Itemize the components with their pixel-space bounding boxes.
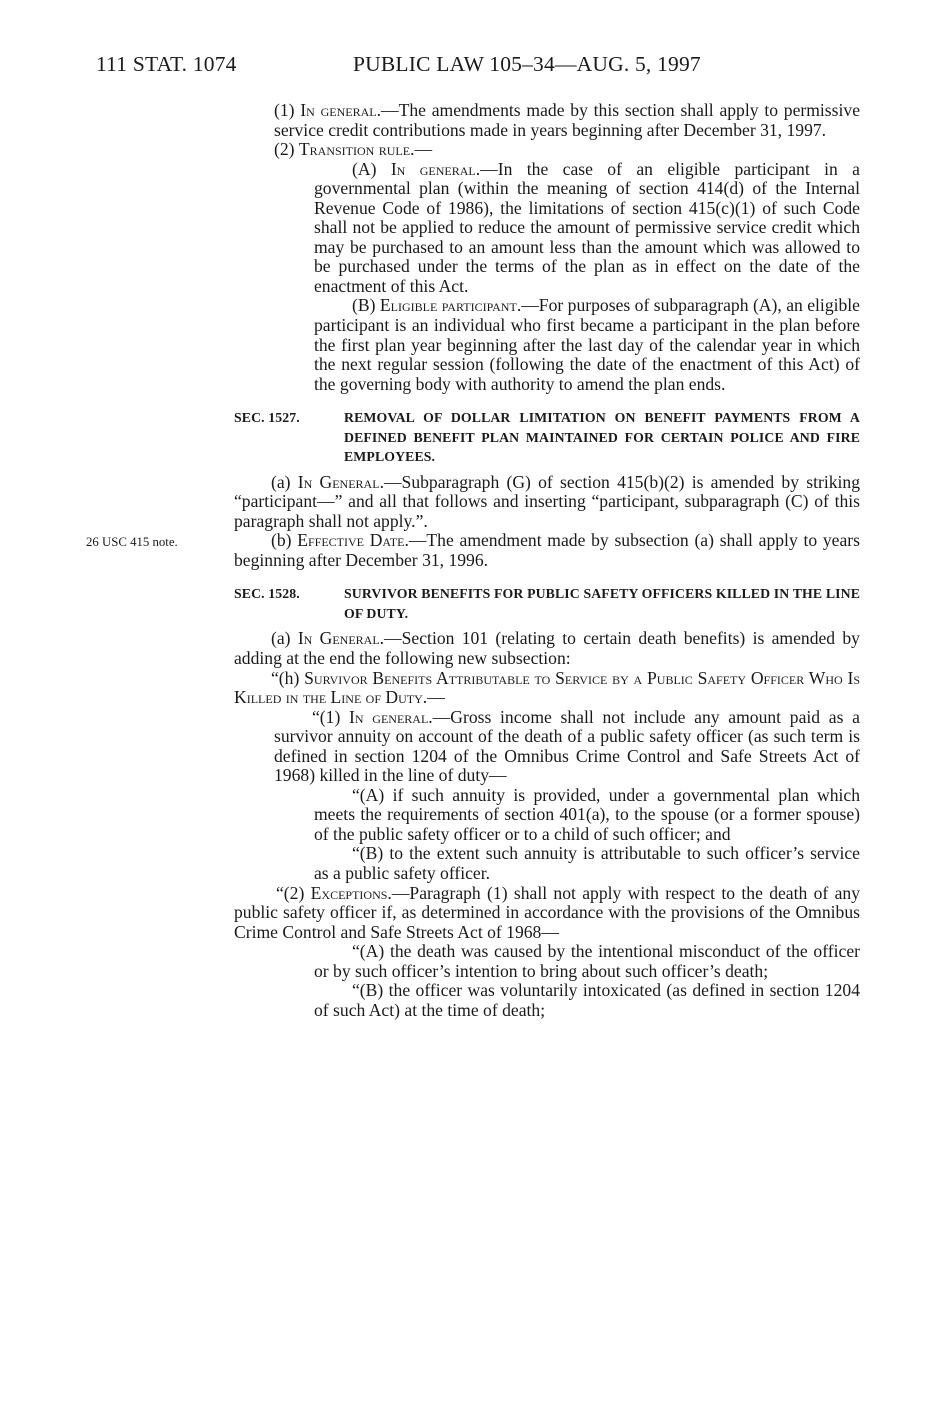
- subsection-h-2-b: “(B) the officer was voluntarily intoxicated (as defined in section 1204 of such Act) at the time of death;: [314, 980, 860, 1020]
- section-1528-subsection-a: (a) In General.—Section 101 (relating to certain death benefits) is amended by adding at the end the following new subsection:: [234, 628, 860, 668]
- subsection-h-paragraph-1: “(1) In general.—Gross income shall not include any amount paid as a survivor annuity on account of the death of a public safety officer (as such term is defined in section 1204 of the Omnibus Crime Control and Safe Streets Act of 1968) killed in the line of duty—: [274, 706, 860, 786]
- subsection-h-1-b: “(B) to the extent such annuity is attributable to such officer’s service as a public safety officer.: [314, 843, 860, 883]
- margin-note: 26 USC 415 note.: [86, 535, 178, 550]
- paragraph-2-transition-rule: (2) Transition rule.—: [274, 139, 433, 160]
- new-subsection-h: “(h) Survivor Benefits Attributable to Service by a Public Safety Officer Who Is Killed in the Line of Duty.—: [234, 667, 860, 708]
- subsection-h-2-a: “(A) the death was caused by the intentional misconduct of the officer or by such officer’s intention to bring about such officer’s death;: [314, 941, 860, 981]
- paragraph-1-in-general: (1) In general.—The amendments made by this section shall apply to permissive service credit contributions made in years beginning after December 31, 1997.: [274, 100, 860, 140]
- document-body: [86, 100, 861, 1020]
- section-1527-heading: SEC. 1527. REMOVAL OF DOLLAR LIMITATION ON BENEFIT PAYMENTS FROM A DEFINED BENEFIT PLAN MAINTAINED FOR CERTAIN POLICE AND FIRE EMPLOYEES.: [234, 410, 860, 465]
- section-1527-subsection-b: (b) Effective Date.—The amendment made by subsection (a) shall apply to years beginning after December 31, 1996.: [234, 530, 861, 570]
- subsection-h-1-a: “(A) if such annuity is provided, under a governmental plan which meets the requirements of section 401(a), to the spouse (or a former spouse) of the public safety officer or to a child of such officer; and: [314, 784, 860, 844]
- subsection-h-paragraph-2: “(2) Exceptions.—Paragraph (1) shall not apply with respect to the death of any public safety officer if, as determined in accordance with the provisions of the Omnibus Crime Control and Safe Streets Act of 1968—: [234, 882, 860, 942]
- section-1528-heading: SEC. 1528. SURVIVOR BENEFITS FOR PUBLIC SAFETY OFFICERS KILLED IN THE LINE OF DUTY.: [234, 586, 860, 621]
- law-title: PUBLIC LAW 105–34—AUG. 5, 1997: [353, 52, 701, 76]
- section-1527-subsection-a: (a) In General.—Subparagraph (G) of section 415(b)(2) is amended by striking “participant—” and all that follows and inserting “participant, subparagraph (C) of this paragraph shall not apply.”.: [234, 471, 860, 531]
- statute-reference: 111 STAT. 1074: [96, 52, 237, 76]
- subparagraph-a-in-general: (A) In general.—In the case of an eligible participant in a governmental plan (within the meaning of section 414(d) of the Internal Revenue Code of 1986), the limitations of section 415(c)(1) of such Code shall not be applied to reduce the amount of permissive service credit which may be purchased to an amount less than the amount which was allowed to be purchased under the terms of the plan as in effect on the date of the enactment of this Act.: [314, 158, 860, 296]
- subparagraph-b-eligible-participant: (B) Eligible participant.—For purposes of subparagraph (A), an eligible participant is an individual who first became a participant in the plan before the first plan year beginning after the last day of the calendar year in which the next regular session (following the date of the enactment of this Act) of the governing body with authority to amend the plan ends.: [314, 295, 860, 394]
